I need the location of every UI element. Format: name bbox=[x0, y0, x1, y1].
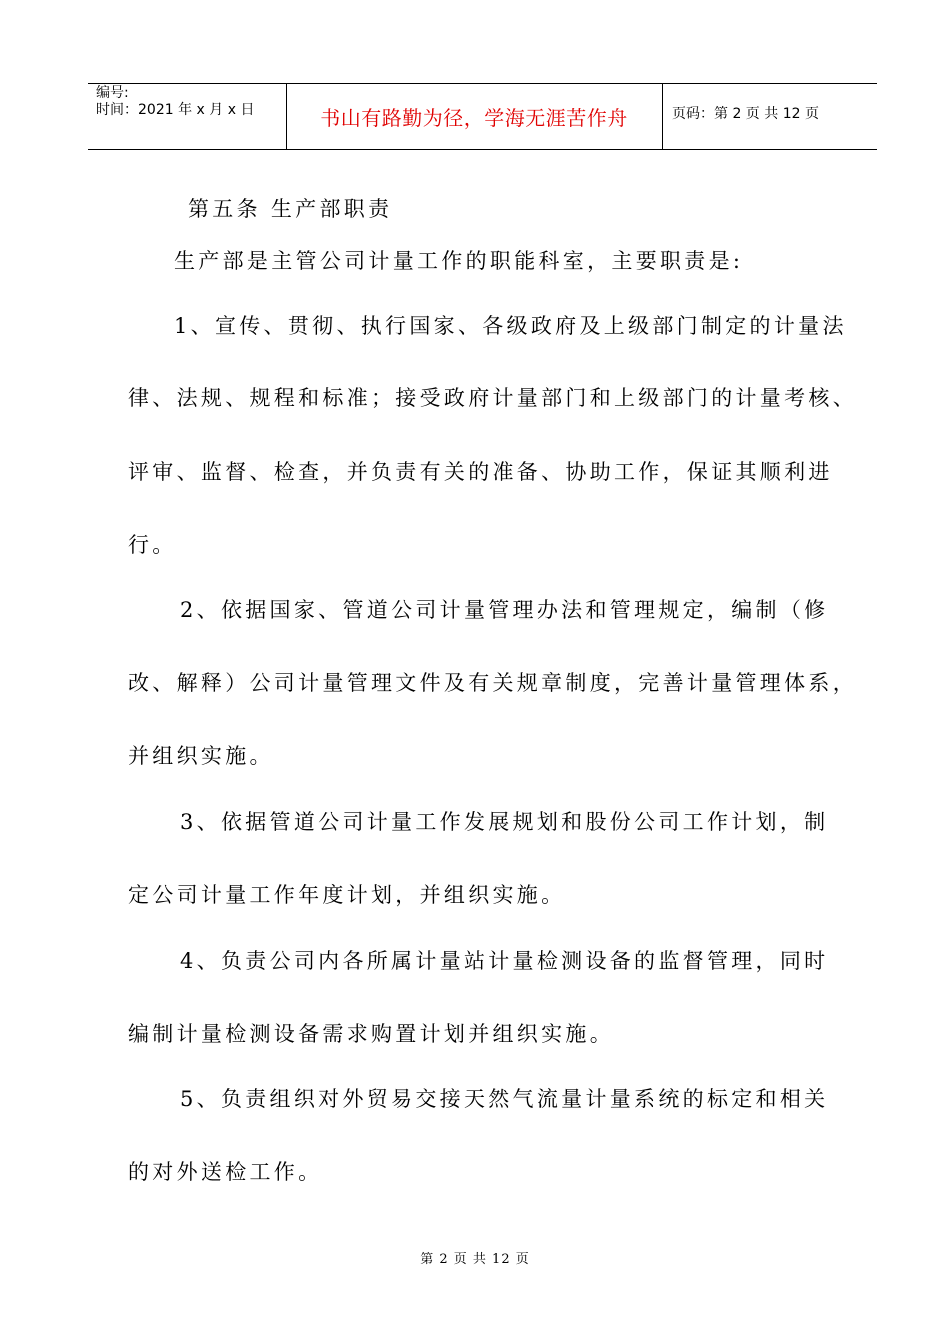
item-3-line-2: 定公司计量工作年度计划，并组织实施。 bbox=[128, 883, 566, 907]
item-3-line-1: 3、依据管道公司计量工作发展规划和股份公司工作计划，制 bbox=[180, 810, 829, 834]
item-4-line-2: 编制计量检测设备需求购置计划并组织实施。 bbox=[128, 1022, 614, 1046]
document-time-label: 时间：2021 年 x 月 x 日 bbox=[96, 102, 255, 118]
footer-page-number: 第 2 页 共 12 页 bbox=[420, 1252, 530, 1267]
item-1-line-1: 1、宣传、贯彻、执行国家、各级政府及上级部门制定的计量法 bbox=[174, 314, 847, 338]
header-divider bbox=[662, 84, 663, 149]
item-4-line-1: 4、负责公司内各所属计量站计量检测设备的监督管理，同时 bbox=[180, 949, 829, 973]
header-meta bbox=[96, 85, 254, 119]
header-page-number: 页码：第 2 页 共 12 页 bbox=[672, 106, 819, 122]
item-1-line-4: 行。 bbox=[128, 533, 177, 557]
item-2-line-2: 改、解释）公司计量管理文件及有关规章制度，完善计量管理体系， bbox=[128, 671, 857, 695]
item-1-line-3: 评审、监督、检查，并负责有关的准备、协助工作，保证其顺利进 bbox=[128, 460, 833, 484]
item-5-line-2: 的对外送检工作。 bbox=[128, 1160, 323, 1184]
document-number-label: 编号: bbox=[96, 85, 129, 101]
intro-paragraph: 生产部是主管公司计量工作的职能科室，主要职责是: bbox=[174, 249, 744, 273]
item-2-line-1: 2、依据国家、管道公司计量管理办法和管理规定，编制（修 bbox=[180, 598, 829, 622]
header-motto: 书山有路勤为径，学海无涯苦作舟 bbox=[320, 106, 628, 130]
item-2-line-3: 并组织实施。 bbox=[128, 744, 274, 768]
article-title: 第五条 生产部职责 bbox=[188, 197, 393, 221]
header-bottom-rule bbox=[88, 149, 877, 150]
item-5-line-1: 5、负责组织对外贸易交接天然气流量计量系统的标定和相关 bbox=[180, 1087, 829, 1111]
item-1-line-2: 律、法规、规程和标准；接受政府计量部门和上级部门的计量考核、 bbox=[128, 386, 857, 410]
